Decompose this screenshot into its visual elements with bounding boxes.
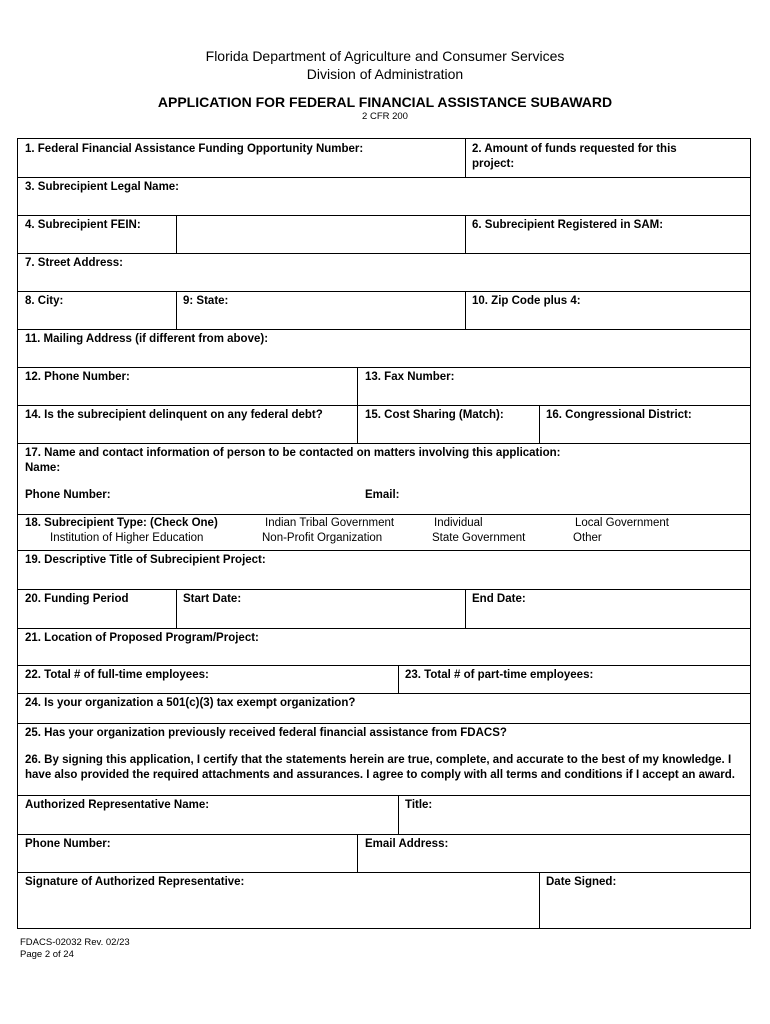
col-divider xyxy=(176,589,177,628)
field-17-email: Email: xyxy=(365,489,400,501)
field-9-state: 9: State: xyxy=(183,295,229,307)
field-26-certification: 26. By signing this application, I certify that the statements herein are true, complete, and accurate to the best of my knowledge. I have also provided the required attachments and assurances. I agree to comply with all terms and conditions if I accept an award. xyxy=(25,754,736,781)
form-id: FDACS-02032 Rev. 02/23 xyxy=(20,937,130,948)
option-local-government[interactable]: Local Government xyxy=(575,517,669,529)
row-divider xyxy=(18,693,750,694)
row-divider xyxy=(18,665,750,666)
col-divider xyxy=(357,405,358,443)
row-divider xyxy=(18,405,750,406)
row-divider xyxy=(18,329,750,330)
field-1-funding-opportunity-number: 1. Federal Financial Assistance Funding Opportunity Number: xyxy=(25,143,364,155)
field-11-mailing-address: 11. Mailing Address (if different from above): xyxy=(25,333,269,345)
application-form xyxy=(17,138,751,929)
row-divider xyxy=(18,589,750,590)
row-divider xyxy=(18,723,750,724)
field-10-zip-code: 10. Zip Code plus 4: xyxy=(472,295,581,307)
field-20-end-date: End Date: xyxy=(472,593,526,605)
field-24-tax-exempt: 24. Is your organization a 501(c)(3) tax exempt organization? xyxy=(25,697,356,709)
field-17-phone: Phone Number: xyxy=(25,489,111,501)
col-divider xyxy=(357,367,358,405)
row-divider xyxy=(18,628,750,629)
field-6-registered-in-sam: 6. Subrecipient Registered in SAM: xyxy=(472,219,664,231)
row-divider xyxy=(18,253,750,254)
row-divider xyxy=(18,177,750,178)
row-divider xyxy=(18,367,750,368)
col-divider xyxy=(176,291,177,329)
division-name: Division of Administration xyxy=(306,66,464,82)
col-divider xyxy=(465,139,466,177)
option-non-profit-organization[interactable]: Non-Profit Organization xyxy=(262,532,383,544)
field-4-fein: 4. Subrecipient FEIN: xyxy=(25,219,141,231)
option-state-government[interactable]: State Government xyxy=(432,532,526,544)
col-divider xyxy=(539,405,540,443)
col-divider xyxy=(357,834,358,872)
field-13-fax-number: 13. Fax Number: xyxy=(365,371,455,383)
row-divider xyxy=(18,550,750,551)
field-26-email-address: Email Address: xyxy=(365,838,449,850)
row-divider xyxy=(18,514,750,515)
col-divider xyxy=(465,291,466,329)
field-17-name: Name: xyxy=(25,462,61,474)
col-divider xyxy=(539,872,540,929)
form-subtitle: 2 CFR 200 xyxy=(362,111,408,122)
agency-name: Florida Department of Agriculture and Consumer Services xyxy=(205,48,565,64)
field-26-title: Title: xyxy=(405,799,433,811)
field-25-previous-assistance: 25. Has your organization previously received federal financial assistance from FDACS? xyxy=(25,727,507,739)
field-23-part-time-employees: 23. Total # of part-time employees: xyxy=(405,669,594,681)
col-divider xyxy=(465,215,466,253)
form-title: APPLICATION FOR FEDERAL FINANCIAL ASSISTANCE SUBAWARD xyxy=(157,94,613,110)
field-26-phone-number: Phone Number: xyxy=(25,838,111,850)
field-26-authorized-rep-name: Authorized Representative Name: xyxy=(25,799,210,811)
field-20-start-date: Start Date: xyxy=(183,593,242,605)
option-other[interactable]: Other xyxy=(573,532,602,544)
row-divider xyxy=(18,291,750,292)
row-divider xyxy=(18,215,750,216)
field-26-date-signed: Date Signed: xyxy=(546,876,617,888)
col-divider xyxy=(398,795,399,834)
col-divider xyxy=(465,589,466,628)
option-institution-higher-education[interactable]: Institution of Higher Education xyxy=(50,532,204,544)
field-18-subrecipient-type: 18. Subrecipient Type: (Check One) xyxy=(25,517,218,529)
col-divider xyxy=(176,215,177,253)
option-individual[interactable]: Individual xyxy=(434,517,483,529)
field-8-city: 8. City: xyxy=(25,295,64,307)
field-14-delinquent-debt: 14. Is the subrecipient delinquent on any federal debt? xyxy=(25,409,323,421)
col-divider xyxy=(398,665,399,693)
field-7-street-address: 7. Street Address: xyxy=(25,257,123,269)
field-3-legal-name: 3. Subrecipient Legal Name: xyxy=(25,181,180,193)
field-15-cost-sharing: 15. Cost Sharing (Match): xyxy=(365,409,504,421)
row-divider xyxy=(18,795,750,796)
row-divider xyxy=(18,834,750,835)
field-26-signature: Signature of Authorized Representative: xyxy=(25,876,245,888)
field-19-project-title: 19. Descriptive Title of Subrecipient Project: xyxy=(25,554,266,566)
row-divider xyxy=(18,872,750,873)
field-17-contact-info: 17. Name and contact information of person to be contacted on matters involving this application: xyxy=(25,447,561,459)
field-12-phone-number: 12. Phone Number: xyxy=(25,371,130,383)
page-number: Page 2 of 24 xyxy=(20,949,74,960)
field-21-program-location: 21. Location of Proposed Program/Project: xyxy=(25,632,259,644)
option-indian-tribal-government[interactable]: Indian Tribal Government xyxy=(265,517,395,529)
field-22-full-time-employees: 22. Total # of full-time employees: xyxy=(25,669,209,681)
field-20-funding-period: 20. Funding Period xyxy=(25,593,129,605)
field-16-congressional-district: 16. Congressional District: xyxy=(546,409,692,421)
row-divider xyxy=(18,443,750,444)
field-2-amount-requested: 2. Amount of funds requested for this project: xyxy=(472,143,677,170)
